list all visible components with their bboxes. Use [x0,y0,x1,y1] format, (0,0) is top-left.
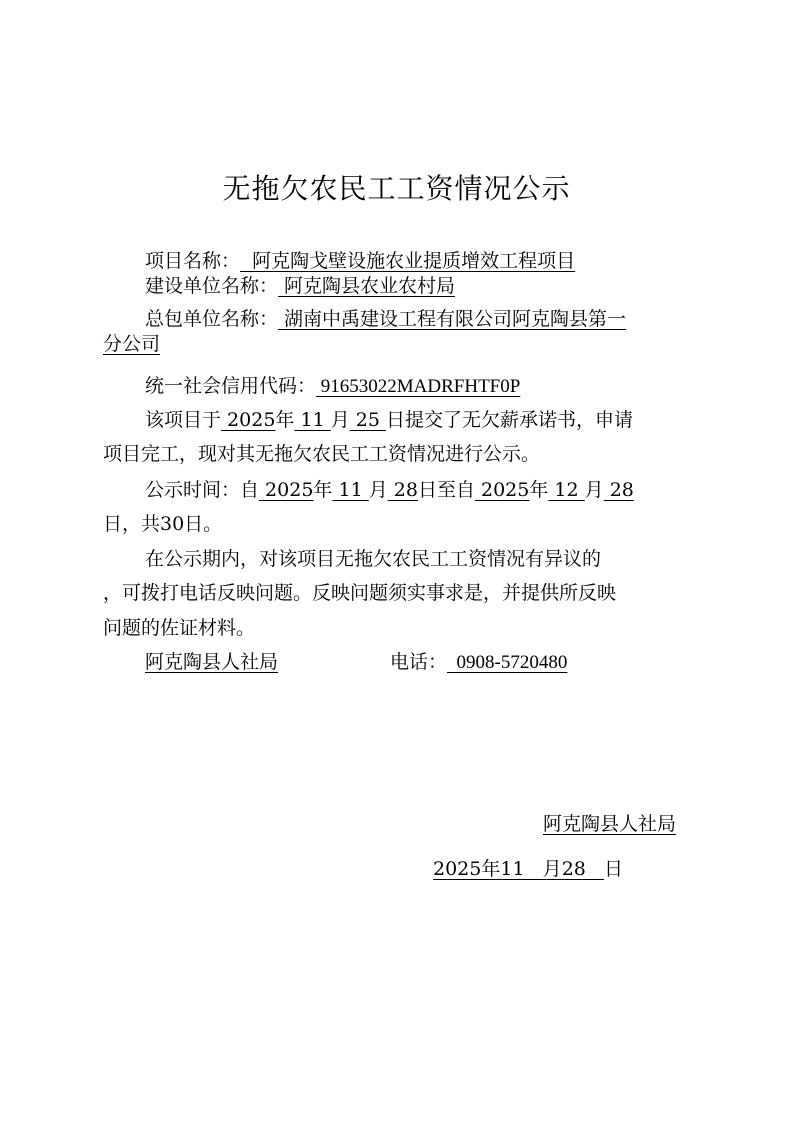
credit-code-value: 91653022MADRFHTF0P [316,376,521,397]
credit-code-line [103,372,735,401]
period-line-2: 日，共30日。 [103,513,223,535]
project-name-line [103,247,735,275]
signature-date-day-unit: 日 [603,858,623,880]
project-name-label: 项目名称： [145,250,241,272]
period-end-year-unit: 年 [529,479,549,501]
project-name-value: 阿克陶戈壁设施农业提质增效工程项目 [240,250,576,272]
period-mid: 日至自 [417,479,475,501]
contractor-name-value-cont: 分公司 [103,333,161,355]
contractor-name-value: 湖南中禹建设工程有限公司阿克陶县第一 [278,308,627,330]
commitment-day: 25 [349,409,386,431]
commitment-month-unit: 月 [330,409,350,431]
objection-line-2: ，可拨打电话反映问题。反映问题须实事求是，并提供所反映 [103,582,617,604]
period-end-month-unit: 月 [584,479,604,501]
document-title: 无拖欠农民工工资情况公示 [222,172,571,205]
signature-date-month-unit: 月 [542,858,562,880]
contractor-name-line-2 [103,330,693,358]
commitment-year-unit: 年 [275,409,295,431]
period-end-day: 28 [603,479,634,501]
objection-line-3: 问题的佐证材料。 [103,617,256,639]
credit-code-label: 统一社会信用代码： [145,375,317,397]
period-end-month: 12 [548,479,585,501]
period-line-1 [103,476,735,504]
signature-date-month: 11 [500,858,543,880]
period-start-year: 2025 [259,479,314,501]
signature-date [433,855,623,883]
signature-date-day: 28 [561,858,604,880]
phone-value: 0908-5720480 [447,652,568,673]
commitment-suffix: 日提交了无欠薪承诺书，申请 [385,409,633,431]
phone-label: 电话： [390,651,448,673]
contact-org: 阿克陶县人社局 [145,651,279,673]
commitment-month: 11 [294,409,331,431]
contractor-name-label: 总包单位名称： [145,308,279,330]
builder-name-label: 建设单位名称： [145,275,279,297]
signature-date-year-unit: 年 [481,858,501,880]
signature-org [543,810,676,838]
commitment-prefix: 该项目于 [145,409,222,431]
signature-org-text: 阿克陶县人社局 [543,813,677,835]
period-start-day: 28 [387,479,418,501]
objection-line-1: 在公示期内，对该项目无拖欠农民工工资情况有异议的 [145,548,602,570]
commitment-line-2: 项目完工，现对其无拖欠农民工工资情况进行公示。 [103,443,541,465]
builder-name-line [103,272,735,300]
signature-date-year: 2025 [433,858,482,880]
period-end-year: 2025 [474,479,530,501]
period-start-month: 11 [332,479,369,501]
contractor-name-line [103,305,735,333]
commitment-line-1 [103,406,735,434]
period-start-month-unit: 月 [368,479,388,501]
contact-phone [390,648,567,677]
period-prefix: 公示时间：自 [145,479,260,501]
commitment-year: 2025 [221,409,276,431]
builder-name-value: 阿克陶县农业农村局 [278,275,456,297]
period-start-year-unit: 年 [313,479,333,501]
